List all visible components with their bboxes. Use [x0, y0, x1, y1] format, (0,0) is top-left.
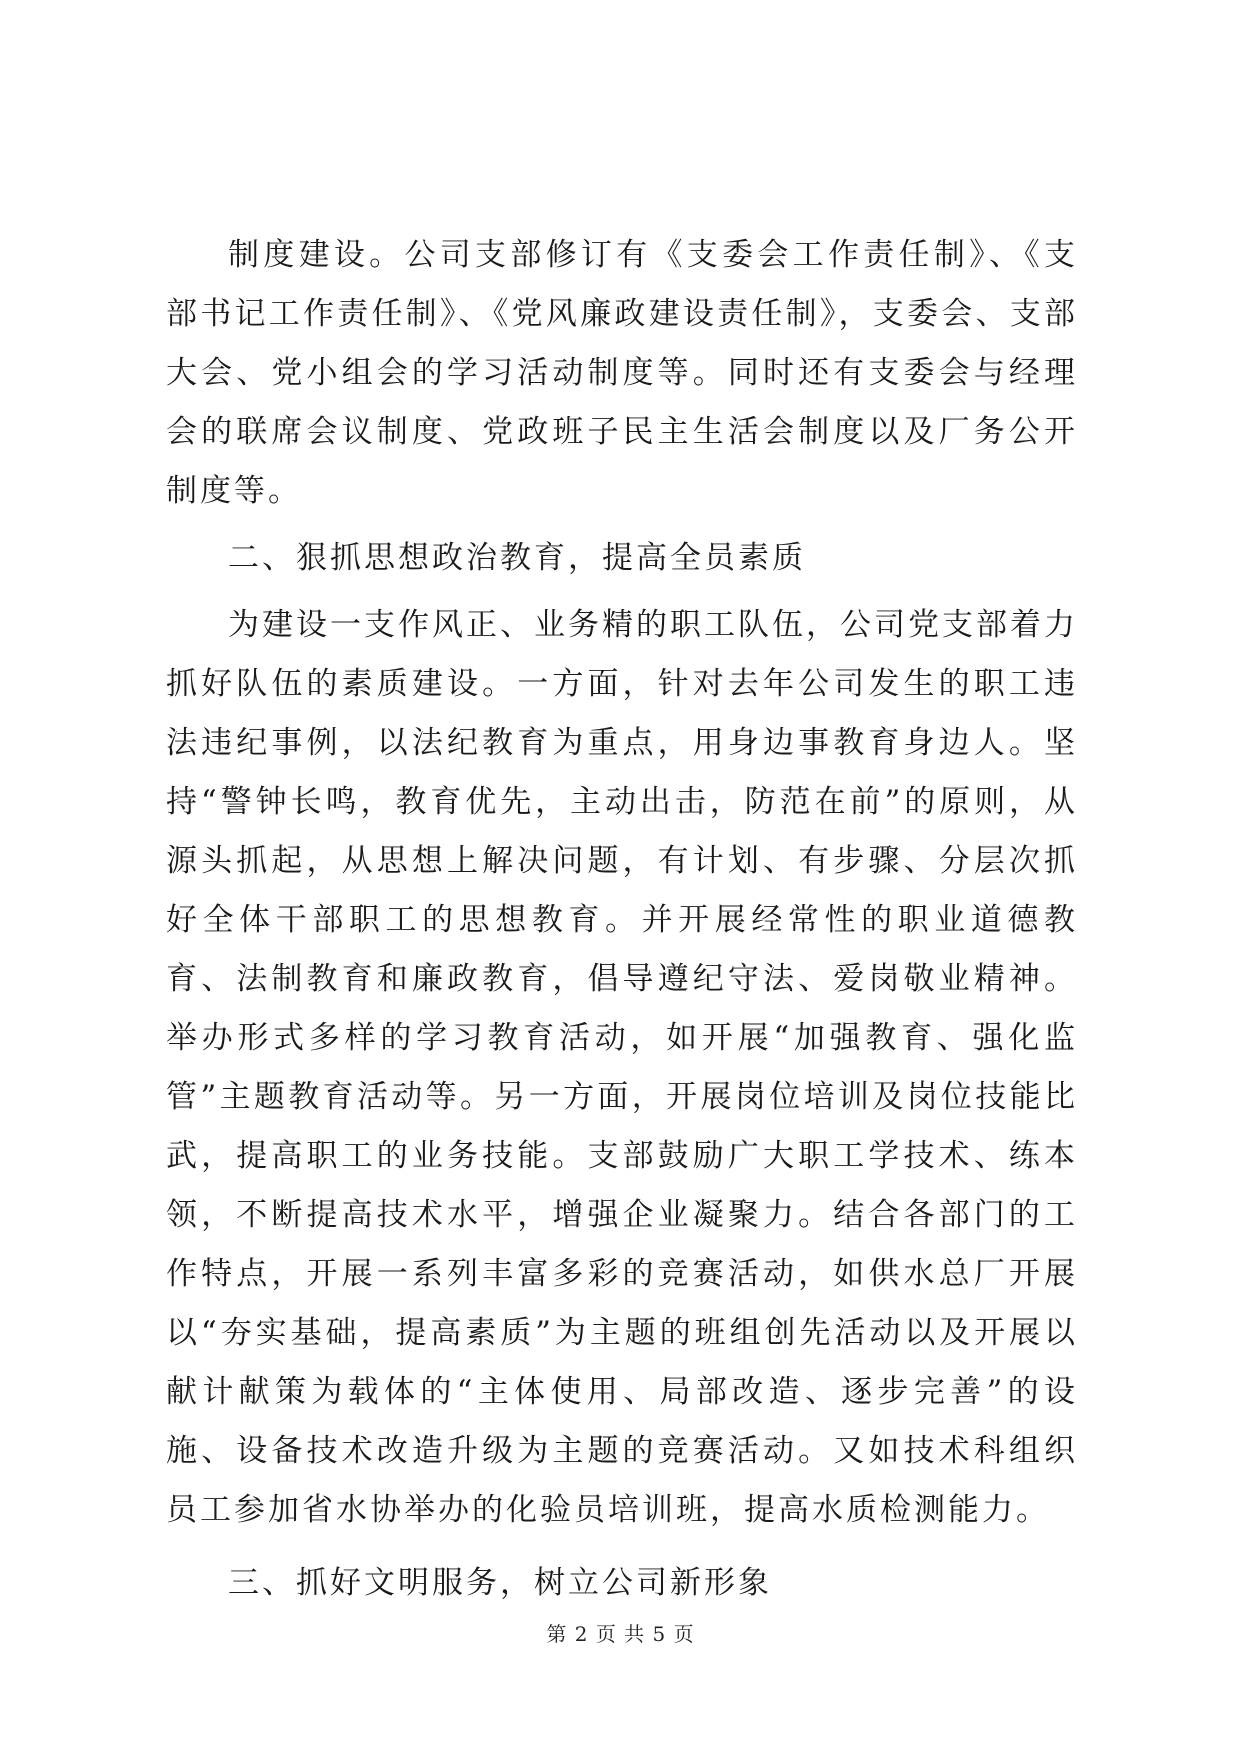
page-footer: 第 2 页 共 5 页: [546, 1622, 695, 1646]
section-heading-three: 三、抓好文明服务，树立公司新形象: [228, 1565, 772, 1601]
paragraph-system-building: 制度建设。公司支部修订有《支委会工作责任制》、《支部书记工作责任制》、《党风廉政建设责任制》，支委会、支部大会、党小组会的学习活动制度等。同时还有支委会与经理会的联席会议制度、党政班子民主生活会制度以及厂务公开制度等。: [166, 237, 1078, 509]
document-body: [166, 226, 1078, 1613]
section-heading-two: 二、狠抓思想政治教育，提高全员素质: [228, 540, 806, 576]
paragraph-quality-building: 为建设一支作风正、业务精的职工队伍，公司党支部着力抓好队伍的素质建设。一方面，针对去年公司发生的职工违法违纪事例，以法纪教育为重点，用身边事教育身边人。坚持“警钟长鸣，教育优先，主动出击，防范在前”的原则，从源头抓起，从思想上解决问题，有计划、有步骤、分层次抓好全体干部职工的思想教育。并开展经常性的职业道德教育、法制教育和廉政教育，倡导遵纪守法、爱岗敬业精神。举办形式多样的学习教育活动，如开展“加强教育、强化监管”主题教育活动等。另一方面，开展岗位培训及岗位技能比武，提高职工的业务技能。支部鼓励广大职工学技术、练本领，不断提高技术水平，增强企业凝聚力。结合各部门的工作特点，开展一系列丰富多彩的竞赛活动，如供水总厂开展以“夯实基础，提高素质”为主题的班组创先活动以及开展以献计献策为载体的“主体使用、局部改造、逐步完善”的设施、设备技术改造升级为主题的竞赛活动。又如技术科组织员工参加省水协举办的化验员培训班，提高水质检测能力。: [166, 607, 1078, 1528]
